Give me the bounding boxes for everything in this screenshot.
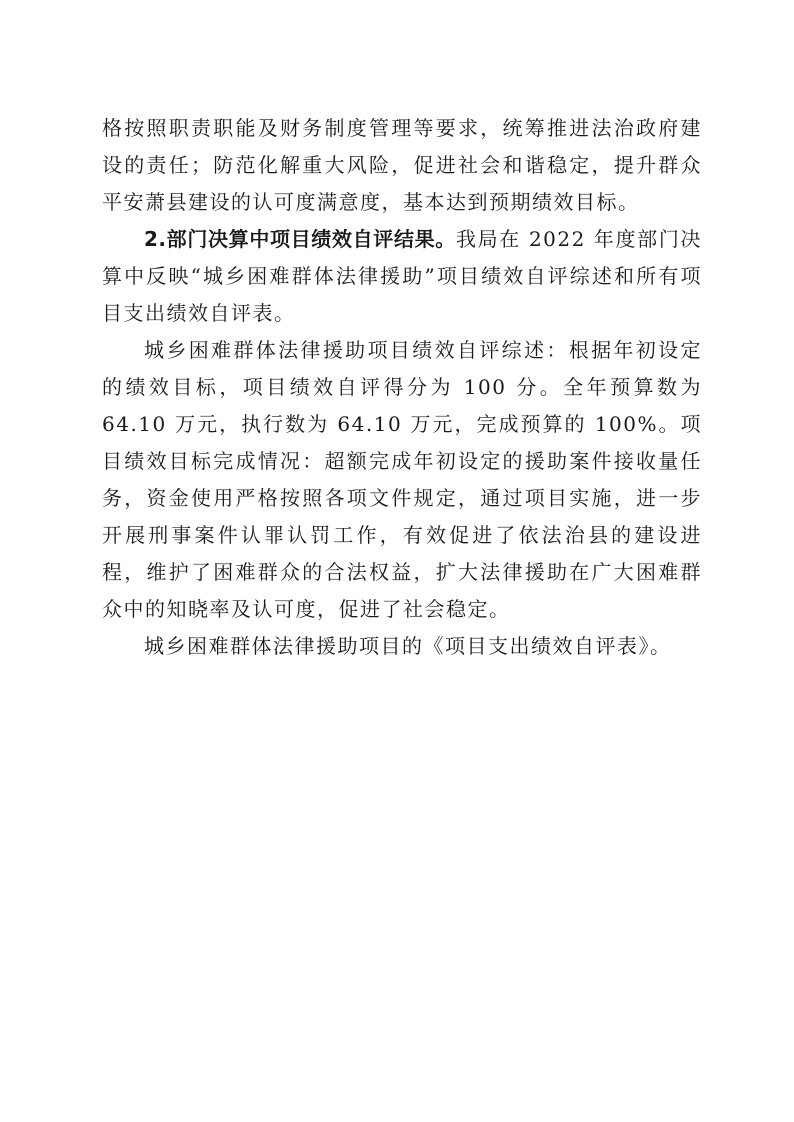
paragraph-evaluation-table-reference: 城乡困难群体法律援助项目的《项目支出绩效自评表》。	[144, 634, 672, 658]
section-heading: 2.部门决算中项目绩效自评结果。	[144, 227, 456, 251]
paragraph-project-results-body: 我局在 2022 年度部门决算中反映“城乡困难群体法律援助”项目绩效自评综述和所有项目支出绩效自评表。	[102, 227, 702, 325]
paragraph-self-evaluation-summary: 城乡困难群体法律援助项目绩效自评综述：根据年初设定的绩效目标，项目绩效自评得分为 100 分。全年预算数为 64.10 万元，执行数为 64.10 万元，完成预算的 100%。项目绩效目标完成情况：超额完成年初设定的援助案件接收量任务，资金使用严格按照各项文件规定，通过项目实施，进一步开展刑事案件认罪认罚工作，有效促进了依法治县的建设进程，维护了困难群众的合法权益，扩大法律援助在广大困难群众中的知晓率及认可度，促进了社会稳定。	[102, 338, 702, 621]
paragraph-project-results	[102, 221, 702, 332]
document-page	[102, 110, 702, 665]
paragraph-continuation: 格按照职责职能及财务制度管理等要求，统筹推进法治政府建设的责任；防范化解重大风险，促进社会和谐稳定，提升群众平安萧县建设的认可度满意度，基本达到预期绩效目标。	[102, 116, 702, 214]
